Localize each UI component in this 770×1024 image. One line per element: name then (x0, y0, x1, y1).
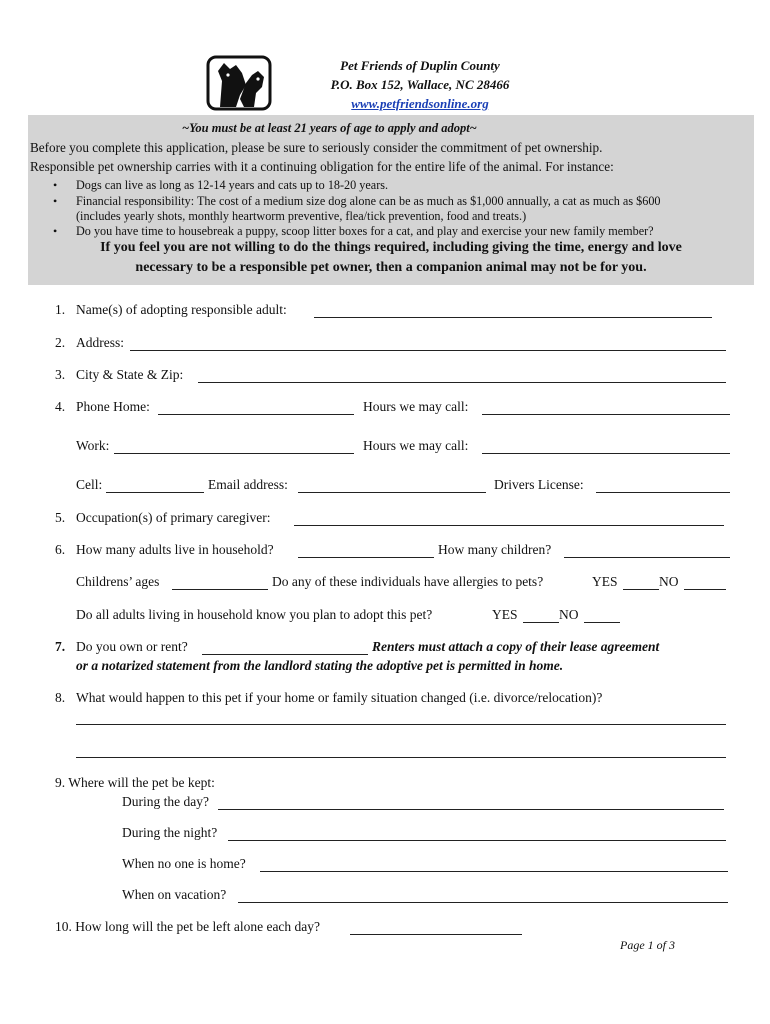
phone-home-field[interactable] (158, 413, 354, 415)
hours-work-label: Hours we may call: (363, 438, 469, 453)
adults-know-no-label: NO (559, 607, 579, 622)
org-address: P.O. Box 152, Wallace, NC 28466 (330, 77, 510, 92)
warning-line-1: If you feel you are not willing to do the things required, including giving the time, energy and love (100, 240, 682, 255)
pet-friends-logo (206, 55, 276, 112)
warning-line-2: necessary to be a responsible pet owner, then a companion animal may not be for you. (135, 260, 647, 275)
email-field[interactable] (298, 491, 486, 493)
allergies-label: Do any of these individuals have allergies to pets? (272, 574, 544, 589)
bullet-text: Dogs can live as long as 12-14 years and cats up to 18-20 years. (76, 178, 389, 192)
occupation-field[interactable] (294, 524, 724, 526)
children-ages-label: Childrens’ ages (76, 574, 160, 589)
adults-count-field[interactable] (298, 556, 434, 558)
work-phone-field[interactable] (114, 452, 354, 454)
q10-label: 10. How long will the pet be left alone each day? (55, 919, 321, 934)
own-rent-field[interactable] (202, 653, 368, 655)
allergies-yes-field[interactable] (623, 588, 659, 590)
q8-number: 8. (55, 690, 66, 705)
q2-label: Address: (76, 335, 124, 350)
q8-label: What would happen to this pet if your home or family situation changed (i.e. divorce/relocation)? (76, 690, 603, 705)
hours-work-field[interactable] (482, 452, 730, 454)
children-ages-field[interactable] (172, 588, 268, 590)
adults-know-no-field[interactable] (584, 621, 620, 623)
alone-hours-field[interactable] (350, 933, 522, 935)
q3-number: 3. (55, 367, 66, 382)
bullet-icon: • (53, 194, 58, 208)
q1-label: Name(s) of adopting responsible adult: (76, 302, 287, 317)
page-number: Page 1 of 3 (620, 938, 675, 952)
adults-know-yes-label: YES (492, 607, 518, 622)
phone-home-label: Phone Home: (76, 399, 150, 414)
during-day-label: During the day? (122, 794, 209, 809)
hours-home-label: Hours we may call: (363, 399, 469, 414)
bullet-icon: • (53, 224, 58, 238)
org-name: Pet Friends of Duplin County (340, 58, 500, 73)
q6-number: 6. (55, 542, 66, 557)
cell-field[interactable] (106, 491, 204, 493)
renters-note-line-2: or a notarized statement from the landlord stating the adoptive pet is permitted in home. (76, 658, 564, 673)
allergies-no-field[interactable] (684, 588, 726, 590)
q9-label: 9. Where will the pet be kept: (55, 775, 215, 790)
address-field[interactable] (130, 349, 726, 351)
org-website-wrap (300, 96, 540, 112)
during-day-field[interactable] (218, 808, 724, 810)
adults-know-yes-field[interactable] (523, 621, 559, 623)
q3-label: City & State & Zip: (76, 367, 184, 382)
adopter-name-field[interactable] (314, 316, 712, 318)
vacation-label: When on vacation? (122, 887, 227, 902)
situation-change-field-2[interactable] (76, 756, 726, 758)
q1-number: 1. (55, 302, 66, 317)
adults-know-label: Do all adults living in household know you plan to adopt this pet? (76, 607, 433, 622)
during-night-label: During the night? (122, 825, 218, 840)
own-rent-label: Do you own or rent? (76, 639, 188, 654)
q5-label: Occupation(s) of primary caregiver: (76, 510, 271, 525)
license-label: Drivers License: (494, 477, 584, 492)
bullet-text: Financial responsibility: The cost of a medium size dog alone can be as much as $1,000 annually, a cat as much as $600 (76, 194, 661, 208)
situation-change-field-1[interactable] (76, 723, 726, 725)
email-label: Email address: (208, 477, 288, 492)
allergies-no-label: NO (659, 574, 679, 589)
age-requirement: ~You must be at least 21 years of age to apply and adopt~ (182, 121, 477, 135)
no-one-home-label: When no one is home? (122, 856, 246, 871)
org-website-link[interactable]: www.petfriendsonline.org (351, 96, 489, 111)
bullet-text: Do you have time to housebreak a puppy, scoop litter boxes for a cat, and play and exercise your new family member? (76, 224, 654, 238)
work-label: Work: (76, 438, 110, 453)
license-field[interactable] (596, 491, 730, 493)
city-state-zip-field[interactable] (198, 381, 726, 383)
children-count-field[interactable] (564, 556, 730, 558)
q2-number: 2. (55, 335, 66, 350)
intro-line-1: Before you complete this application, please be sure to seriously consider the commitment of pet ownership. (30, 140, 603, 155)
q5-number: 5. (55, 510, 66, 525)
notice-box (28, 115, 754, 285)
q7-number: 7. (55, 639, 66, 654)
q4-number: 4. (55, 399, 66, 414)
adults-label: How many adults live in household? (76, 542, 274, 557)
bullet-text: (includes yearly shots, monthly heartworm preventive, flea/tick prevention, food and treats.) (76, 209, 527, 223)
children-label: How many children? (438, 542, 552, 557)
during-night-field[interactable] (228, 839, 726, 841)
allergies-yes-label: YES (592, 574, 618, 589)
vacation-field[interactable] (238, 901, 728, 903)
renters-note-line-1: Renters must attach a copy of their lease agreement (372, 639, 660, 654)
no-one-home-field[interactable] (260, 870, 728, 872)
hours-home-field[interactable] (482, 413, 730, 415)
intro-line-2: Responsible pet ownership carries with it a continuing obligation for the entire life of the animal. For instance: (30, 159, 614, 174)
cell-label: Cell: (76, 477, 103, 492)
bullet-icon: • (53, 178, 58, 192)
